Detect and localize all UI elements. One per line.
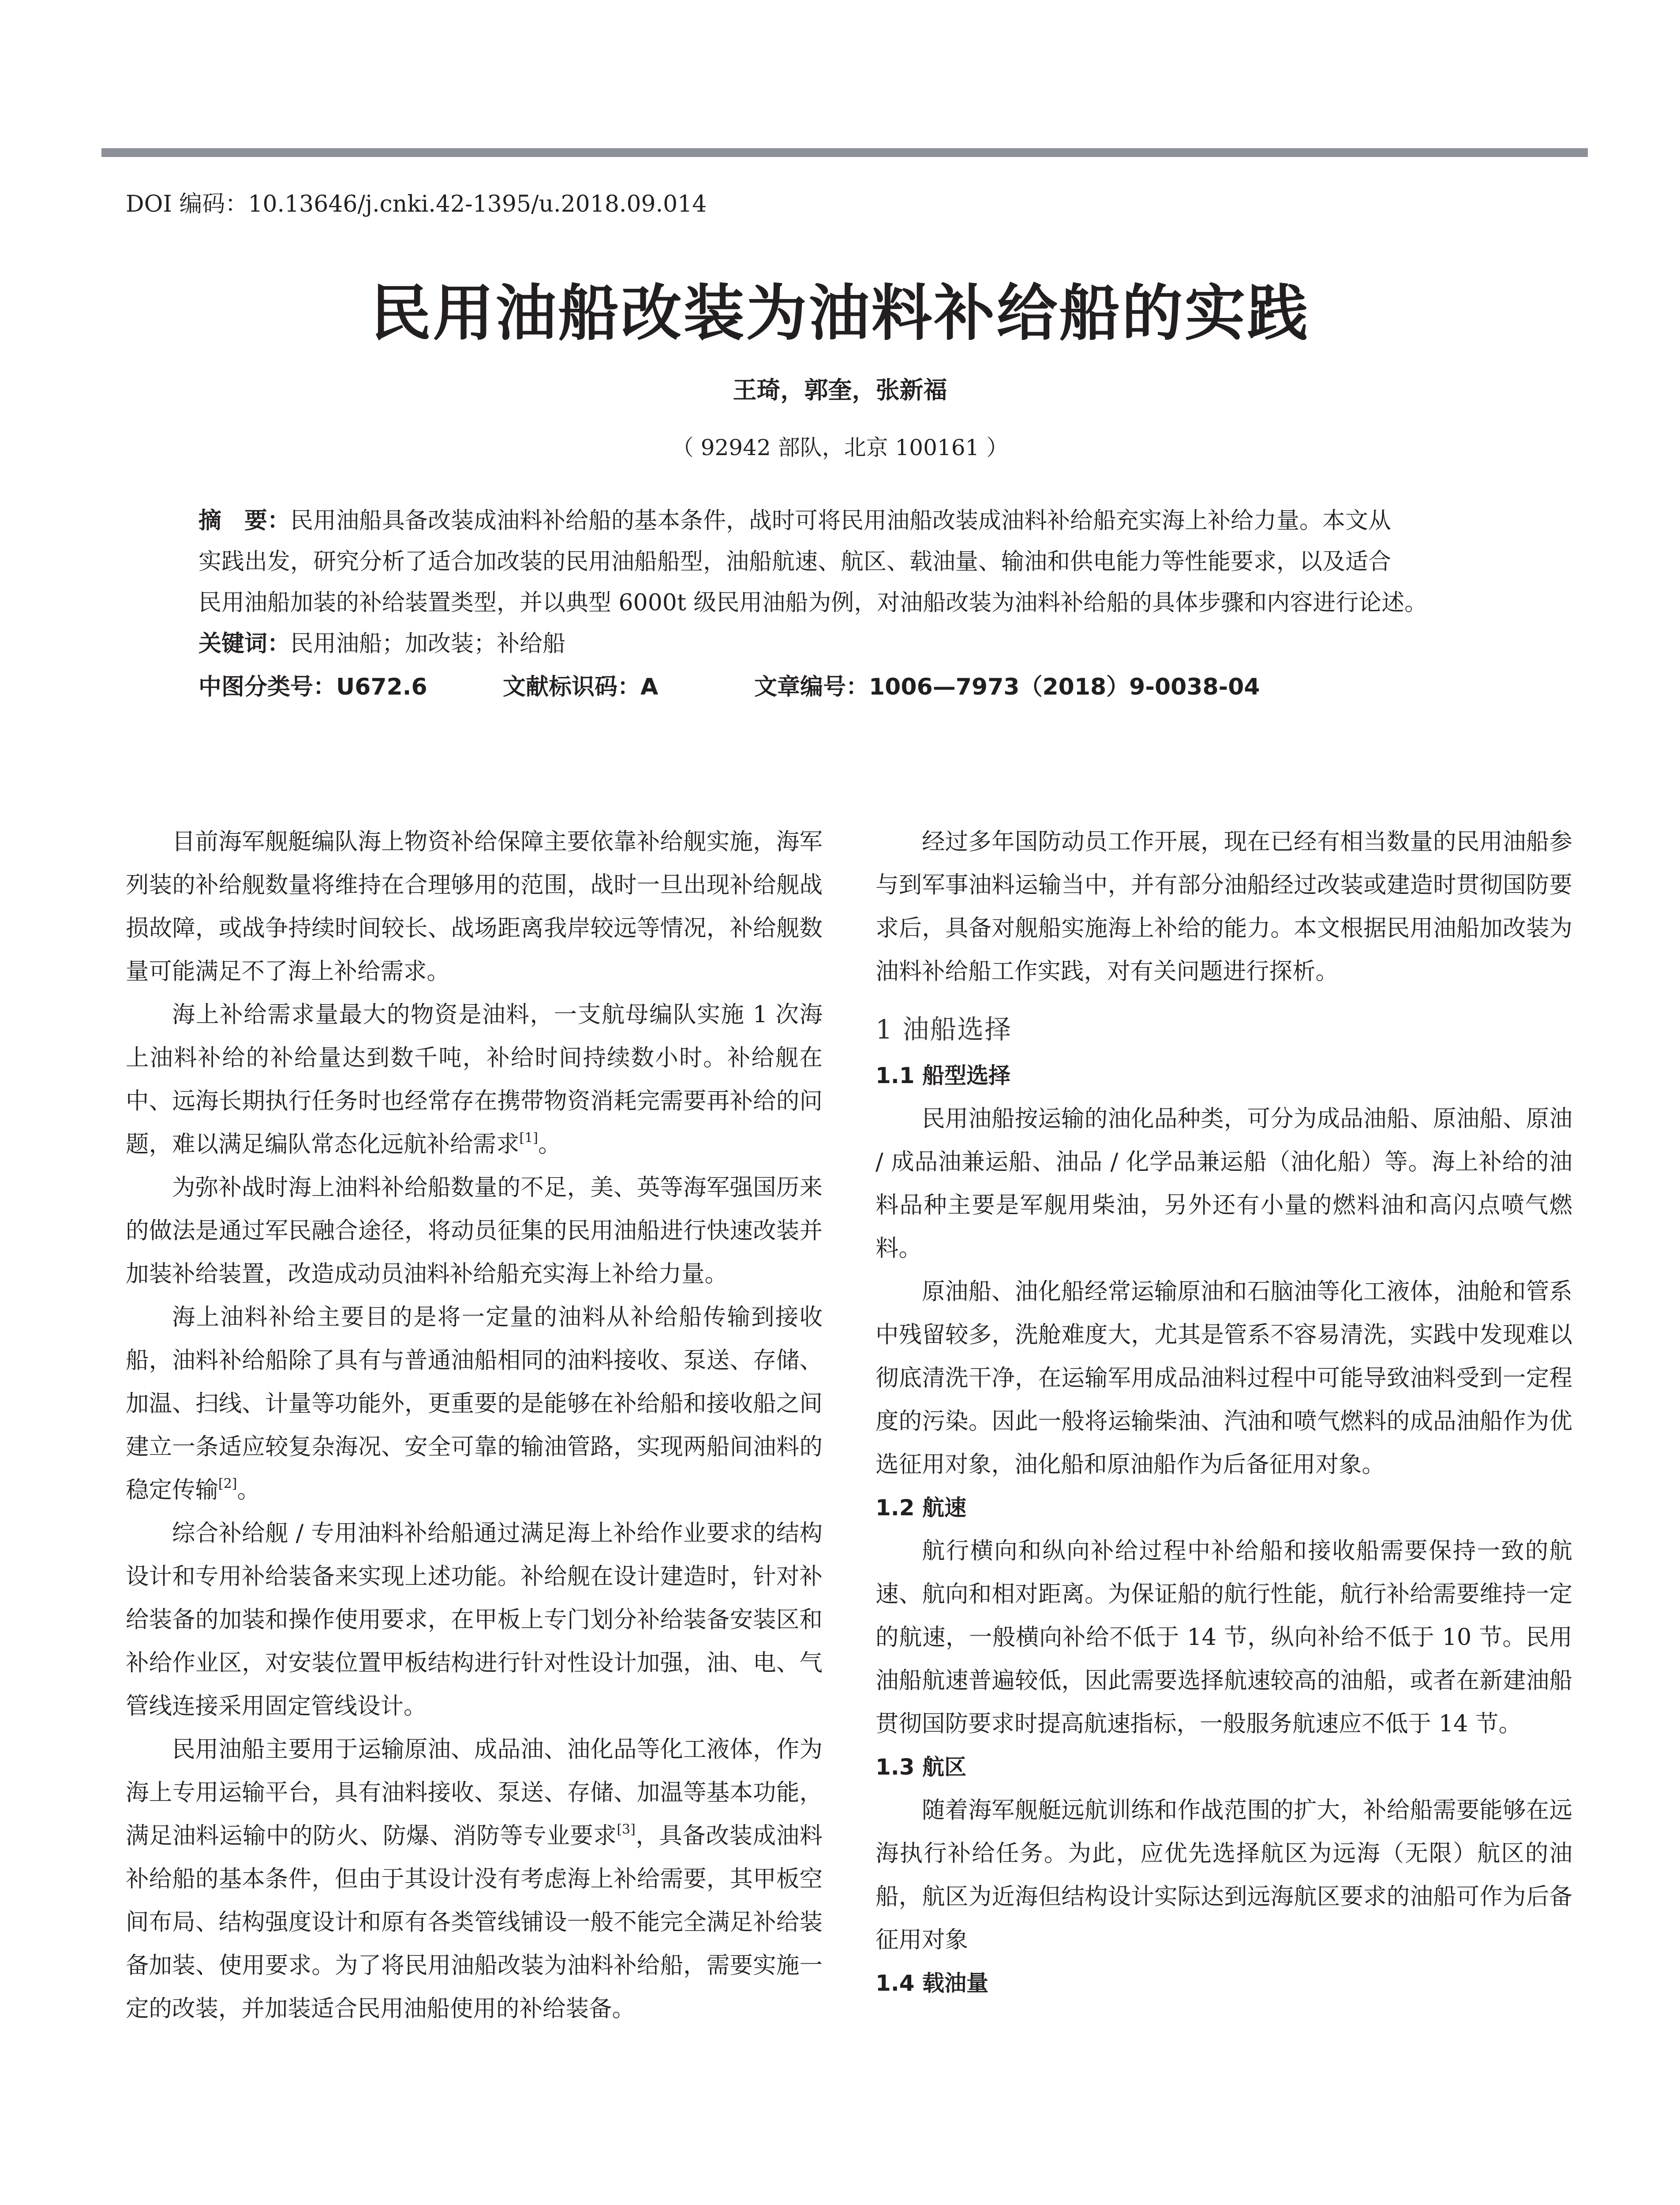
- abstract-label: 摘 要：: [198, 508, 291, 534]
- keywords-label: 关键词：: [198, 631, 291, 657]
- section-heading: 1 油船选择: [876, 1014, 1012, 1045]
- abstract-line-3: 民用油船加装的补给装置类型，并以典型 6000t 级民用油船为例，对油船改装为油料补给船的具体步骤和内容进行论述。: [198, 590, 1428, 616]
- abstract-line-1: [198, 501, 1500, 542]
- left-column: [126, 820, 823, 2030]
- body-paragraph: 目前海军舰艇编队海上物资补给保障主要依靠补给舰实施，海军列装的补给舰数量将维持在合理够用的范围，战时一旦出现补给舰战损故障，或战争持续时间较长、战场距离我岸较远等情况，补给舰数量可能满足不了海上补给需求。: [126, 828, 823, 985]
- document-code: 文献标识码：A: [503, 674, 659, 700]
- article-title: 民用油船改装为油料补给船的实践: [370, 278, 1310, 349]
- subsection-heading: 1.3 航区: [876, 1754, 966, 1780]
- abstract-block: [198, 501, 1500, 665]
- keywords-line: [198, 624, 1500, 665]
- citation-ref: [2]: [218, 1476, 237, 1491]
- body-paragraph: 海上补给需求量最大的物资是油料，一支航母编队实施 1 次海上油料补给的补给量达到数千吨，补给时间持续数小时。补给舰在中、远海长期执行任务时也经常存在携带物资消耗完需要再补给的问题，难以满足编队常态化远航补给需求[1]。: [126, 1001, 823, 1158]
- citation-ref: [1]: [519, 1130, 539, 1146]
- body-paragraph: 经过多年国防动员工作开展，现在已经有相当数量的民用油船参与到军事油料运输当中，并有部分油船经过改装或建造时贯彻国防要求后，具备对舰船实施海上补给的能力。本文根据民用油船加改装为油料补给船工作实践，对有关问题进行探析。: [876, 828, 1572, 985]
- article-affiliation: （ 92942 部队，北京 100161 ）: [671, 435, 1009, 460]
- right-column: [876, 820, 1572, 2005]
- body-paragraph: 随着海军舰艇远航训练和作战范围的扩大，补给船需要能够在远海执行补给任务。为此，应优先选择航区为远海（无限）航区的油船，航区为近海但结构设计实际达到远海航区要求的油船可作为后备征用对象: [876, 1797, 1572, 1953]
- body-paragraph: 原油船、油化船经常运输原油和石脑油等化工液体，油舱和管系中残留较多，洗舱难度大，尤其是管系不容易清洗，实践中发现难以彻底清洗干净，在运输军用成品油料过程中可能导致油料受到一定程度的污染。因此一般将运输柴油、汽油和喷气燃料的成品油船作为优选征用对象，油化船和原油船作为后备征用对象。: [876, 1278, 1572, 1478]
- body-paragraph: 为弥补战时海上油料补给船数量的不足，美、英等海军强国历来的做法是通过军民融合途径，将动员征集的民用油船进行快速改装并加装补给装置，改造成动员油料补给船充实海上补给力量。: [126, 1174, 823, 1287]
- abstract-text-1: 民用油船具备改装成油料补给船的基本条件，战时可将民用油船改装成油料补给船充实海上补给力量。本文从: [290, 508, 1392, 534]
- doi-line: DOI 编码：10.13646/j.cnki.42-1395/u.2018.09.014: [126, 191, 707, 217]
- subsection-heading: 1.1 船型选择: [876, 1063, 1010, 1088]
- clc-number: 中图分类号：U672.6: [198, 674, 427, 700]
- page-footer: [126, 2203, 496, 2205]
- body-paragraph: 民用油船按运输的油化品种类，可分为成品油船、原油船、原油 / 成品油兼运船、油品 / 化学品兼运船（油化船）等。海上补给的油料品种主要是军舰用柴油，另外还有小量的燃料油和高闪点喷气燃料。: [876, 1105, 1572, 1262]
- article-authors: 王琦，郭奎，张新福: [733, 376, 947, 404]
- header-rule: [101, 148, 1588, 157]
- subsection-heading: 1.4 载油量: [876, 1970, 988, 1996]
- citation-ref: [3]: [617, 1822, 636, 1837]
- body-paragraph: 海上油料补给主要目的是将一定量的油料从补给船传输到接收船，油料补给船除了具有与普通油船相同的油料接收、泵送、存储、加温、扫线、计量等功能外，更重要的是能够在补给船和接收船之间建立一条适应较复杂海况、安全可靠的输油管路，实现两船间油料的稳定传输[2]。: [126, 1304, 823, 1503]
- keywords-text: 民用油船；加改装；补给船: [290, 631, 566, 657]
- body-paragraph: 民用油船主要用于运输原油、成品油、油化品等化工液体，作为海上专用运输平台，具有油料接收、泵送、存储、加温等基本功能，满足油料运输中的防火、防爆、消防等专业要求[3]，具备改装成油料补给船的基本条件，但由于其设计没有考虑海上补给需要，其甲板空间布局、结构强度设计和原有各类管线铺设一般不能完全满足补给装备加装、使用要求。为了将民用油船改装为油料补给船，需要实施一定的改装，并加装适合民用油船使用的补给装备。: [126, 1736, 823, 2022]
- abstract-line-2: 实践出发，研究分析了适合加改装的民用油船船型，油船航速、航区、载油量、输油和供电能力等性能要求，以及适合: [198, 549, 1392, 575]
- article-number: 文章编号：1006—7973（2018）9-0038-04: [754, 674, 1260, 700]
- body-paragraph: 综合补给舰 / 专用油料补给船通过满足海上补给作业要求的结构设计和专用补给装备来实现上述功能。补给舰在设计建造时，针对补给装备的加装和操作使用要求，在甲板上专门划分补给装备安装区和补给作业区，对安装位置甲板结构进行针对性设计加强，油、电、气管线连接采用固定管线设计。: [126, 1520, 823, 1719]
- subsection-heading: 1.2 航速: [876, 1495, 966, 1521]
- body-paragraph: 航行横向和纵向补给过程中补给船和接收船需要保持一致的航速、航向和相对距离。为保证船的航行性能，航行补给需要维持一定的航速，一般横向补给不低于 14 节，纵向补给不低于 10 节。民用油船航速普遍较低，因此需要选择航速较高的油船，或者在新建油船贯彻国防要求时提高航速指标，一般服务航速应不低于 14 节。: [876, 1537, 1572, 1737]
